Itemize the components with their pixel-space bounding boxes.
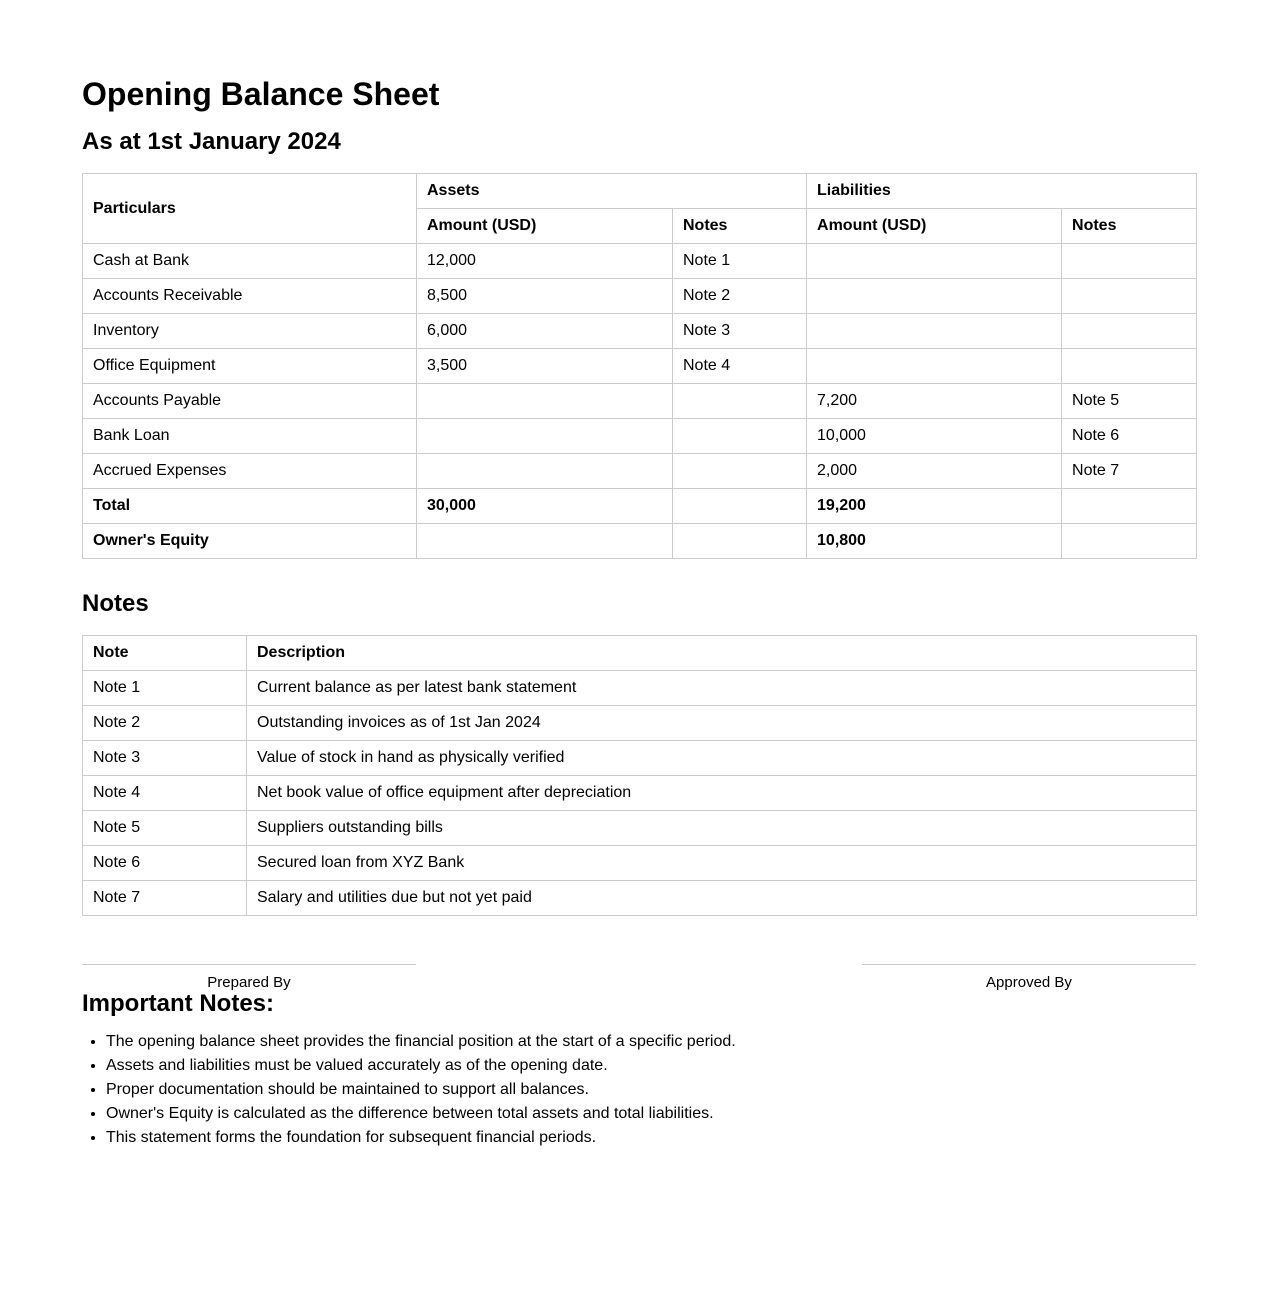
cell-liability-note: Note 5 xyxy=(1062,384,1197,419)
cell-particular: Accounts Receivable xyxy=(83,279,417,314)
note-id: Note 4 xyxy=(83,776,247,811)
notes-header-row xyxy=(83,636,1197,671)
cell-asset-amount xyxy=(417,419,673,454)
table-row xyxy=(83,419,1197,454)
list-item: • The opening balance sheet provides the financial position at the start of a specific period. xyxy=(106,1030,736,1054)
total-row xyxy=(83,489,1197,524)
table-row xyxy=(83,279,1197,314)
note-id: Note 2 xyxy=(83,706,247,741)
cell-asset-note xyxy=(673,419,807,454)
cell-liability-amount xyxy=(807,314,1062,349)
header-liabilities-notes: Notes xyxy=(1062,209,1197,244)
table-row xyxy=(83,776,1197,811)
table-row xyxy=(83,349,1197,384)
notes-section-title: Notes xyxy=(82,590,149,617)
note-id: Note 7 xyxy=(83,881,247,916)
notes-table xyxy=(82,635,1197,916)
note-id: Note 5 xyxy=(83,811,247,846)
table-row xyxy=(83,811,1197,846)
equity-assets-note xyxy=(673,524,807,559)
note-description: Secured loan from XYZ Bank xyxy=(247,846,1197,881)
total-liabilities-amount: 19,200 xyxy=(807,489,1062,524)
approved-by-signature: Approved By xyxy=(862,964,1196,991)
table-row xyxy=(83,741,1197,776)
cell-particular: Inventory xyxy=(83,314,417,349)
equity-amount: 10,800 xyxy=(807,524,1062,559)
cell-particular: Accrued Expenses xyxy=(83,454,417,489)
cell-liability-note: Note 6 xyxy=(1062,419,1197,454)
cell-asset-note xyxy=(673,384,807,419)
table-row xyxy=(83,706,1197,741)
cell-liability-note xyxy=(1062,244,1197,279)
prepared-by-signature: Prepared By xyxy=(82,964,416,991)
cell-liability-amount xyxy=(807,279,1062,314)
equity-assets-amount xyxy=(417,524,673,559)
note-description: Net book value of office equipment after depreciation xyxy=(247,776,1197,811)
header-assets: Assets xyxy=(417,174,807,209)
cell-particular: Cash at Bank xyxy=(83,244,417,279)
cell-liability-note: Note 7 xyxy=(1062,454,1197,489)
notes-header-description: Description xyxy=(247,636,1197,671)
cell-liability-amount: 7,200 xyxy=(807,384,1062,419)
header-liabilities-amount: Amount (USD) xyxy=(807,209,1062,244)
table-row xyxy=(83,384,1197,419)
equity-note xyxy=(1062,524,1197,559)
notes-header-note: Note xyxy=(83,636,247,671)
cell-liability-note xyxy=(1062,349,1197,384)
cell-liability-amount: 10,000 xyxy=(807,419,1062,454)
note-id: Note 6 xyxy=(83,846,247,881)
cell-liability-note xyxy=(1062,279,1197,314)
page-title: Opening Balance Sheet xyxy=(82,76,440,112)
cell-liability-note xyxy=(1062,314,1197,349)
cell-asset-amount xyxy=(417,454,673,489)
cell-asset-note: Note 2 xyxy=(673,279,807,314)
note-description: Value of stock in hand as physically verified xyxy=(247,741,1197,776)
note-description: Salary and utilities due but not yet paid xyxy=(247,881,1197,916)
cell-asset-amount xyxy=(417,384,673,419)
cell-liability-amount: 2,000 xyxy=(807,454,1062,489)
header-liabilities: Liabilities xyxy=(807,174,1197,209)
table-row xyxy=(83,881,1197,916)
equity-row xyxy=(83,524,1197,559)
table-row xyxy=(83,846,1197,881)
cell-liability-amount xyxy=(807,349,1062,384)
table-row xyxy=(83,314,1197,349)
note-description: Current balance as per latest bank statement xyxy=(247,671,1197,706)
table-row xyxy=(83,671,1197,706)
list-item: • Owner's Equity is calculated as the difference between total assets and total liabilities. xyxy=(106,1102,736,1126)
balance-sheet-table xyxy=(82,173,1197,559)
total-liabilities-note xyxy=(1062,489,1197,524)
total-assets-amount: 30,000 xyxy=(417,489,673,524)
total-assets-note xyxy=(673,489,807,524)
important-notes-title: Important Notes: xyxy=(82,990,274,1017)
cell-particular: Office Equipment xyxy=(83,349,417,384)
note-description: Suppliers outstanding bills xyxy=(247,811,1197,846)
list-item: • Proper documentation should be maintained to support all balances. xyxy=(106,1078,736,1102)
note-description: Outstanding invoices as of 1st Jan 2024 xyxy=(247,706,1197,741)
note-id: Note 1 xyxy=(83,671,247,706)
cell-asset-note: Note 4 xyxy=(673,349,807,384)
table-row xyxy=(83,244,1197,279)
header-particulars: Particulars xyxy=(83,174,417,244)
list-item: • This statement forms the foundation for subsequent financial periods. xyxy=(106,1126,736,1150)
page-subtitle: As at 1st January 2024 xyxy=(82,128,341,155)
header-assets-amount: Amount (USD) xyxy=(417,209,673,244)
cell-particular: Bank Loan xyxy=(83,419,417,454)
total-label: Total xyxy=(83,489,417,524)
cell-asset-note: Note 3 xyxy=(673,314,807,349)
cell-asset-note xyxy=(673,454,807,489)
cell-asset-amount: 3,500 xyxy=(417,349,673,384)
equity-label: Owner's Equity xyxy=(83,524,417,559)
cell-asset-amount: 6,000 xyxy=(417,314,673,349)
header-assets-notes: Notes xyxy=(673,209,807,244)
cell-particular: Accounts Payable xyxy=(83,384,417,419)
note-id: Note 3 xyxy=(83,741,247,776)
cell-asset-amount: 12,000 xyxy=(417,244,673,279)
cell-liability-amount xyxy=(807,244,1062,279)
table-row xyxy=(83,454,1197,489)
important-notes-list xyxy=(82,1030,736,1150)
cell-asset-amount: 8,500 xyxy=(417,279,673,314)
balance-header-row-1 xyxy=(83,174,1197,209)
list-item: • Assets and liabilities must be valued accurately as of the opening date. xyxy=(106,1054,736,1078)
cell-asset-note: Note 1 xyxy=(673,244,807,279)
